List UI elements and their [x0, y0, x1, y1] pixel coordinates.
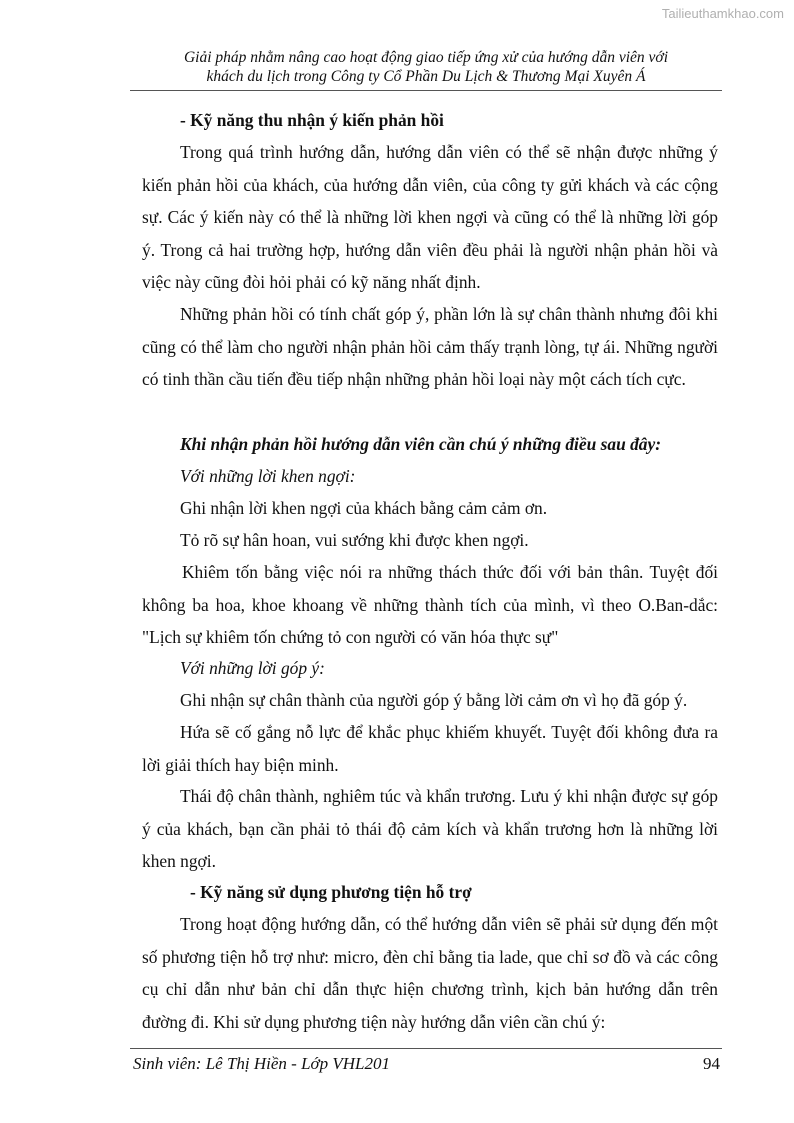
page-header	[130, 48, 722, 86]
paragraph-5: Ghi nhận lời khen ngợi của khách bằng cảm cảm ơn.	[180, 498, 548, 518]
watermark: Tailieuthamkhao.com	[661, 6, 784, 21]
subheading-praise: Với những lời khen ngợi:	[180, 466, 356, 486]
paragraph-7: Khiêm tốn bằng việc nói ra những thách thức đối với bản thân. Tuyệt đối không ba hoa, khoe khoang về những thành tích của mình, vì theo O.Ban-dắc: "Lịch sự khiêm tốn chứng tỏ con người có văn hóa thực sự"	[142, 562, 718, 647]
paragraph-9: Ghi nhận sự chân thành của người góp ý bằng lời cảm ơn vì họ đã góp ý.	[180, 690, 688, 710]
header-divider	[130, 90, 722, 91]
paragraph-12: Trong hoạt động hướng dẫn, có thể hướng dẫn viên sẽ phải sử dụng đến một số phương tiện hỗ trợ như: micro, đèn chỉ bằng tia lade, que chỉ sơ đồ và các công cụ chỉ dẫn như bản chỉ dẫn thực hiện chương trình, kịch bản hướng dẫn trên đường đi. Khi sử dụng phương tiện này hướng dẫn viên cần chú ý:	[142, 914, 718, 1032]
header-line-1: Giải pháp nhằm nâng cao hoạt động giao tiếp ứng xử của hướng dẫn viên với	[183, 49, 669, 66]
paragraph-2: Những phản hồi có tính chất góp ý, phần lớn là sự chân thành nhưng đôi khi cũng có thể làm cho người nhận phản hồi cảm thấy trạnh lòng, tự ái. Những người có tinh thần cầu tiến đều tiếp nhận những phản hồi loại này một cách tích cực.	[142, 304, 718, 389]
page-number: 94	[703, 1054, 720, 1073]
footer-author: Sinh viên: Lê Thị Hiền - Lớp VHL201	[133, 1054, 390, 1073]
subheading-suggestions: Với những lời góp ý:	[180, 658, 325, 678]
paragraph-11: Thái độ chân thành, nghiêm túc và khẩn trương. Lưu ý khi nhận được sự góp ý của khách, bạn cần phải tỏ thái độ cảm kích và khẩn trương hơn là những lời khen ngợi.	[142, 786, 718, 871]
paragraph-3-bold-italic: Khi nhận phản hồi hướng dẫn viên cần chú ý những điều sau đây:	[180, 434, 662, 454]
footer-divider	[130, 1048, 722, 1049]
paragraph-6: Tỏ rõ sự hân hoan, vui sướng khi được khen ngợi.	[180, 530, 529, 550]
section-heading-tools: - Kỹ năng sử dụng phương tiện hỗ trợ	[190, 882, 472, 902]
paragraph-1: Trong quá trình hướng dẫn, hướng dẫn viên có thể sẽ nhận được những ý kiến phản hồi của khách, của hướng dẫn viên, của công ty gửi khách và các cộng sự. Các ý kiến này có thể là những lời khen ngợi và cũng có thể là những lời góp ý. Trong cả hai trường hợp, hướng dẫn viên đều phải là người nhận phản hồi và việc này cũng đòi hỏi phải có kỹ năng nhất định.	[142, 142, 718, 292]
paragraph-10: Hứa sẽ cố gắng nỗ lực để khắc phục khiếm khuyết. Tuyệt đối không đưa ra lời giải thích hay biện minh.	[142, 722, 718, 775]
section-heading-feedback: - Kỹ năng thu nhận ý kiến phản hồi	[180, 110, 444, 130]
header-line-2: khách du lịch trong Công ty Cổ Phần Du Lịch & Thương Mại Xuyên Á	[206, 68, 646, 85]
